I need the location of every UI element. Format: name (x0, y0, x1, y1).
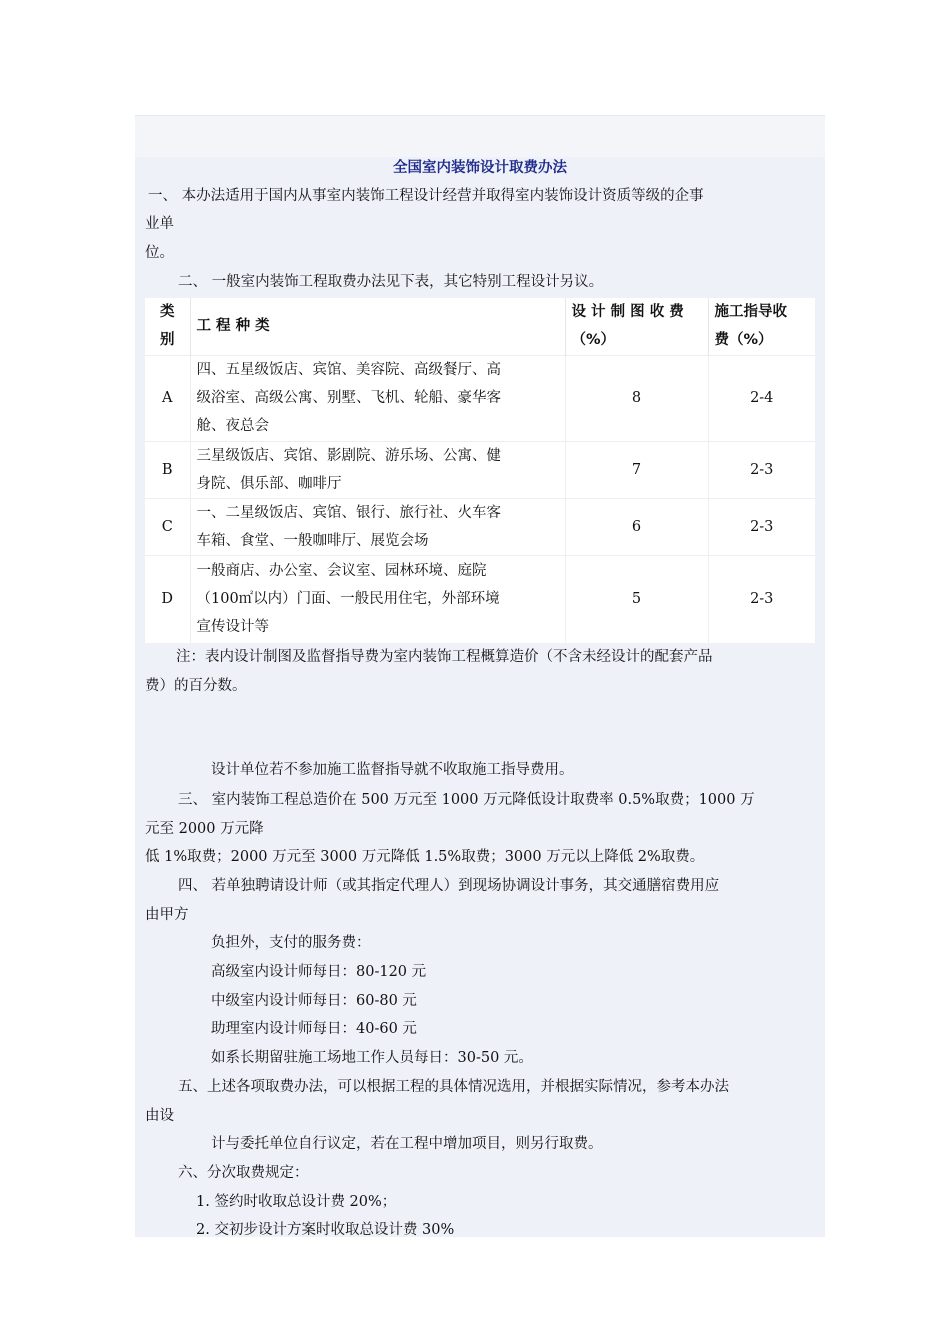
note-line-1: 注：表内设计制图及监督指导费为室内装饰工程概算造价（不含未经设计的配套产品 (176, 649, 713, 665)
fee-mid-designer: 中级室内设计师每日：60-80 元 (211, 993, 417, 1009)
row-b-type: 三星级饭店、宾馆、影剧院、游乐场、公寓、健 身院、俱乐部、咖啡厅 (190, 441, 565, 498)
row-d-design-fee: 5 (565, 555, 708, 643)
table-row (145, 555, 815, 643)
header-design-fee: 设 计 制 图 收 费 （%） (565, 298, 708, 355)
supervision-note: 设计单位若不参加施工监督指导就不收取施工指导费用。 (211, 762, 574, 778)
row-a-design-fee: 8 (565, 355, 708, 441)
table-row (145, 441, 815, 498)
header-category: 类 别 (145, 298, 190, 355)
row-a-type: 四、五星级饭店、宾馆、美容院、高级餐厅、高 级浴室、高级公寓、别墅、飞机、轮船、豪华客 舱、夜总会 (190, 355, 565, 441)
clause-6-item-1: 1. 签约时收取总设计费 20%； (196, 1194, 397, 1210)
row-d-category: D (145, 555, 190, 643)
row-a-category: A (145, 355, 190, 441)
row-d-type: 一般商店、办公室、会议室、园林环境、庭院 （100㎡以内）门面、一般民用住宅，外部环境 宣传设计等 (190, 555, 565, 643)
clause-3-line-1: 三、 室内装饰工程总造价在 500 万元至 1000 万元降低设计取费率 0.5%取费；1000 万 (178, 792, 755, 808)
fee-assistant-designer: 助理室内设计师每日：40-60 元 (211, 1021, 417, 1037)
clause-6-item-2: 2. 交初步设计方案时收取总设计费 30% (196, 1222, 455, 1238)
top-header-strip (135, 115, 825, 158)
row-b-design-fee: 7 (565, 441, 708, 498)
clause-4-line-2: 由甲方 (145, 907, 189, 923)
clause-2: 二、 一般室内装饰工程取费办法见下表，其它特别工程设计另议。 (178, 274, 604, 290)
clause-6: 六、分次取费规定： (178, 1165, 309, 1181)
header-project-type: 工 程 种 类 (190, 298, 565, 355)
clause-4-line-1: 四、 若单独聘请设计师（或其指定代理人）到现场协调设计事务，其交通膳宿费用应 (178, 878, 720, 894)
clause-5-line-1: 五、上述各项取费办法，可以根据工程的具体情况选用，并根据实际情况，参考本办法 (178, 1079, 729, 1095)
clause-1-line-1: 一、 本办法适用于国内从事室内装饰工程设计经营并取得室内装饰设计资质等级的企事 (148, 188, 704, 204)
clause-4-line-3: 负担外，支付的服务费： (211, 935, 371, 951)
clause-1-line-2: 业单 (145, 216, 174, 232)
table-row (145, 498, 815, 555)
fee-senior-designer: 高级室内设计师每日：80-120 元 (211, 964, 427, 980)
document-title: 全国室内装饰设计取费办法 (393, 160, 567, 176)
row-c-category: C (145, 498, 190, 555)
note-line-2: 费）的百分数。 (145, 678, 247, 694)
row-a-guidance-fee: 2-4 (708, 355, 815, 441)
row-d-guidance-fee: 2-3 (708, 555, 815, 643)
header-guidance-fee: 施工指导收 费（%） (714, 304, 787, 349)
row-b-category: B (145, 441, 190, 498)
fee-onsite-staff: 如系长期留驻施工场地工作人员每日：30-50 元。 (211, 1050, 533, 1066)
clause-3-line-3: 低 1%取费；2000 万元至 3000 万元降低 1.5%取费；3000 万元以上降低 2%取费。 (145, 849, 705, 865)
row-c-design-fee: 6 (565, 498, 708, 555)
row-b-guidance-fee: 2-3 (708, 441, 815, 498)
fee-table (145, 298, 815, 643)
clause-3-line-2: 元至 2000 万元降 (145, 821, 264, 837)
row-c-type: 一、二星级饭店、宾馆、银行、旅行社、火车客 车箱、食堂、一般咖啡厅、展览会场 (190, 498, 565, 555)
table-row (145, 355, 815, 441)
clause-5-line-2: 由设 (145, 1108, 174, 1124)
row-c-guidance-fee: 2-3 (708, 498, 815, 555)
clause-5-line-3: 计与委托单位自行议定，若在工程中增加项目，则另行取费。 (211, 1136, 603, 1152)
table-header-row (145, 298, 815, 355)
clause-1-line-3: 位。 (145, 245, 174, 261)
